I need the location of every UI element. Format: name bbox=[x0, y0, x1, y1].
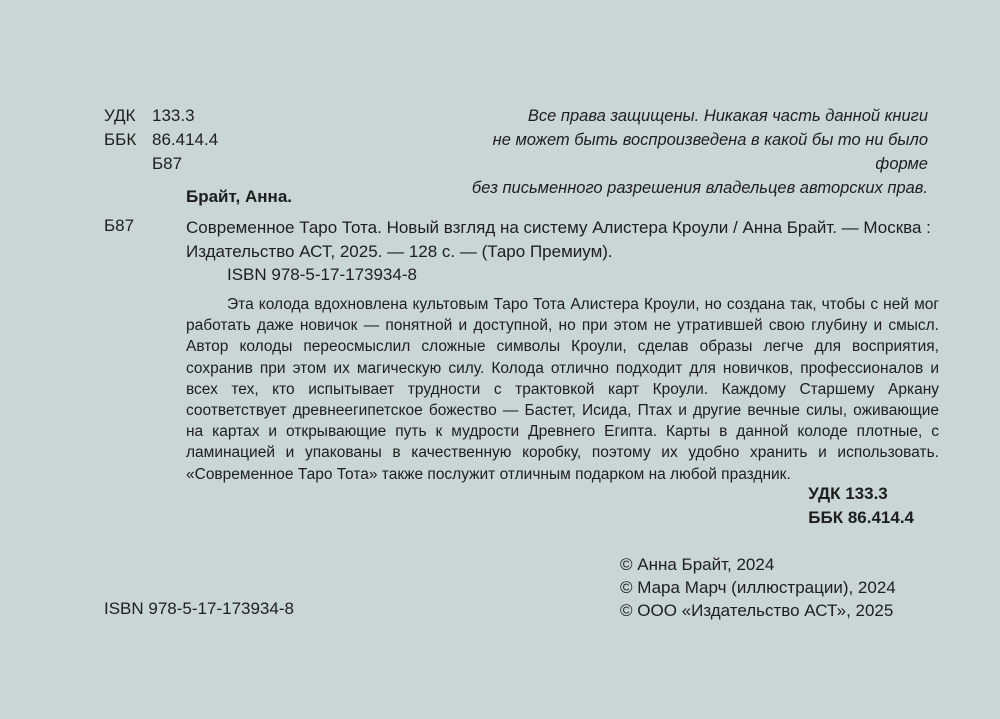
author-mark-row bbox=[104, 152, 218, 176]
bold-codes bbox=[808, 482, 914, 530]
bold-bbk: ББК 86.414.4 bbox=[808, 508, 914, 527]
classification-codes bbox=[104, 104, 218, 176]
biblio-description: Современное Таро Тота. Новый взгляд на систему Алистера Кроули / Анна Брайт. — Москва : Издательство АСТ, 2025. — 128 с. — (Таро Премиум). bbox=[186, 218, 931, 261]
bbk-label: ББК bbox=[104, 130, 137, 149]
rights-notice bbox=[448, 104, 928, 200]
isbn-bottom: ISBN 978-5-17-173934-8 bbox=[104, 599, 294, 618]
udk-value: 133.3 bbox=[152, 106, 195, 125]
author-mark: Б87 bbox=[152, 154, 183, 173]
copyright-line: © Анна Брайт, 2024 bbox=[620, 555, 775, 574]
biblio-mark: Б87 bbox=[104, 216, 135, 235]
bold-udk: УДК 133.3 bbox=[808, 484, 888, 503]
rights-line: без письменного разрешения владельцев авторских прав. bbox=[471, 179, 928, 197]
copyright-block bbox=[620, 553, 896, 622]
isbn-top: ISBN 978-5-17-173934-8 bbox=[227, 265, 417, 284]
rights-line: не может быть воспроизведена в какой бы то ни было форме bbox=[492, 131, 928, 173]
copyright-line: © ООО «Издательство АСТ», 2025 bbox=[620, 601, 894, 620]
author-heading: Брайт, Анна. bbox=[186, 187, 292, 206]
bbk-value: 86.414.4 bbox=[152, 130, 219, 149]
bbk-row bbox=[104, 128, 218, 152]
annotation: Эта колода вдохновлена культовым Таро Тота Алистера Кроули, но создана так, чтобы с ней мог работать даже новичок — понятной и доступной, но при этом не утратившей свою глубину и смысл. Автор колоды переосмыслил сложные символы Кроули, сделав образы легче для восприятия, сохранив при этом их магическую силу. Колода отлично подходит для новичков, профессионалов и всех тех, кто испытывает трудности с трактовкой карт Кроули. Каждому Старшему Аркану соответствует древнеегипетское божество — Бастет, Исида, Птах и другие вечные силы, оживающие на картах и открывающие путь к мудрости Древнего Египта. Карты в данной колоде плотные, с ламинацией и упакованы в качественную коробку, поэтому их удобно хранить и использовать. «Современное Таро Тота» также послужит отличным подарком на любой праздник. bbox=[186, 296, 939, 483]
udk-label: УДК bbox=[104, 106, 136, 125]
rights-line: Все права защищены. Никакая часть данной книги bbox=[527, 107, 928, 125]
copyright-line: © Мара Марч (иллюстрации), 2024 bbox=[620, 578, 896, 597]
udk-row bbox=[104, 104, 218, 128]
